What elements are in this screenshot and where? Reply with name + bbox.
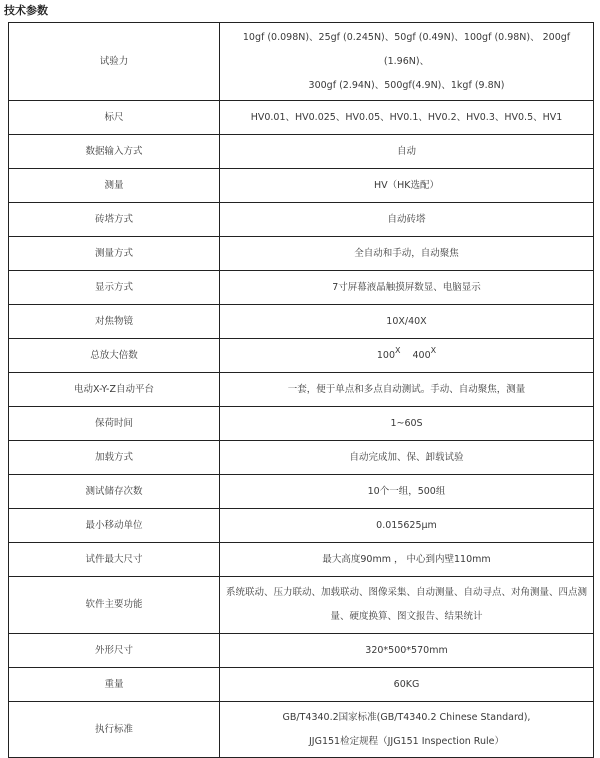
param-value: 10X/40X [220, 305, 594, 339]
param-value [220, 23, 594, 101]
param-value: 0.015625μm [220, 509, 594, 543]
param-label: 电动X-Y-Z自动平台 [9, 373, 220, 407]
table-row [9, 305, 594, 339]
param-label: 试件最大尺寸 [9, 543, 220, 577]
param-value: 自动砖塔 [220, 203, 594, 237]
param-value: 60KG [220, 668, 594, 702]
param-value: 10个一组，500组 [220, 475, 594, 509]
param-value: 自动完成加、保、卸载试验 [220, 441, 594, 475]
param-value-line: 300gf (2.94N)、500gf(4.9N)、1kgf (9.8N) [308, 79, 505, 91]
param-label: 加载方式 [9, 441, 220, 475]
param-value [220, 577, 594, 634]
table-row [9, 634, 594, 668]
table-row [9, 475, 594, 509]
table-row [9, 101, 594, 135]
param-label: 测量 [9, 169, 220, 203]
param-label: 对焦物镜 [9, 305, 220, 339]
magnification-unit: X [430, 345, 437, 355]
spec-table [8, 22, 594, 758]
param-value [220, 339, 594, 373]
param-value: 1~60S [220, 407, 594, 441]
param-label: 保荷时间 [9, 407, 220, 441]
param-value: 最大高度90mm ， 中心到内壁110mm [220, 543, 594, 577]
param-value-line: JJG151检定规程（JJG151 Inspection Rule） [309, 735, 504, 747]
param-label: 重量 [9, 668, 220, 702]
param-label: 测试储存次数 [9, 475, 220, 509]
table-row [9, 135, 594, 169]
magnification-high: 400 [412, 349, 431, 361]
table-row [9, 237, 594, 271]
param-value: 全自动和手动，自动聚焦 [220, 237, 594, 271]
param-label: 砖塔方式 [9, 203, 220, 237]
param-label: 总放大倍数 [9, 339, 220, 373]
param-label: 显示方式 [9, 271, 220, 305]
param-label: 外形尺寸 [9, 634, 220, 668]
magnification-unit: X [395, 345, 401, 355]
param-value: 自动 [220, 135, 594, 169]
table-row [9, 702, 594, 758]
table-row [9, 668, 594, 702]
param-value-line: GB/T4340.2国家标准(GB/T4340.2 Chinese Standard), [282, 711, 531, 723]
param-label: 数据输入方式 [9, 135, 220, 169]
param-label: 测量方式 [9, 237, 220, 271]
table-row [9, 543, 594, 577]
param-value: HV（HK选配） [220, 169, 594, 203]
param-label: 执行标准 [9, 702, 220, 758]
table-row [9, 509, 594, 543]
table-row [9, 203, 594, 237]
param-label: 最小移动单位 [9, 509, 220, 543]
param-value: 320*500*570mm [220, 634, 594, 668]
table-row [9, 373, 594, 407]
table-row [9, 407, 594, 441]
table-row [9, 169, 594, 203]
param-value-line: 系统联动、压力联动、加载联动、图像采集、自动测量、自动寻点、对角测量、四点测 [226, 587, 588, 598]
table-row [9, 577, 594, 634]
table-row [9, 271, 594, 305]
param-label: 试验力 [9, 23, 220, 101]
param-value-line: 10gf (0.098N)、25gf (0.245N)、50gf (0.49N)、100gf (0.98N)、 200gf (1.96N)、 [242, 31, 571, 67]
section-title: 技术参数 [4, 4, 48, 17]
param-value: HV0.01、HV0.025、HV0.05、HV0.1、HV0.2、HV0.3、HV0.5、HV1 [220, 101, 594, 135]
table-row [9, 23, 594, 101]
table-row [9, 339, 594, 373]
param-value [220, 702, 594, 758]
param-label: 软件主要功能 [9, 577, 220, 634]
param-value-line: 量、硬度换算、图文报告、结果统计 [330, 611, 483, 622]
table-row [9, 441, 594, 475]
param-label: 标尺 [9, 101, 220, 135]
param-value: 一套，便于单点和多点自动测试。手动、自动聚焦，测量 [220, 373, 594, 407]
param-value: 7寸屏幕液晶触摸屏数显、电脑显示 [220, 271, 594, 305]
magnification-low: 100 [376, 349, 396, 361]
